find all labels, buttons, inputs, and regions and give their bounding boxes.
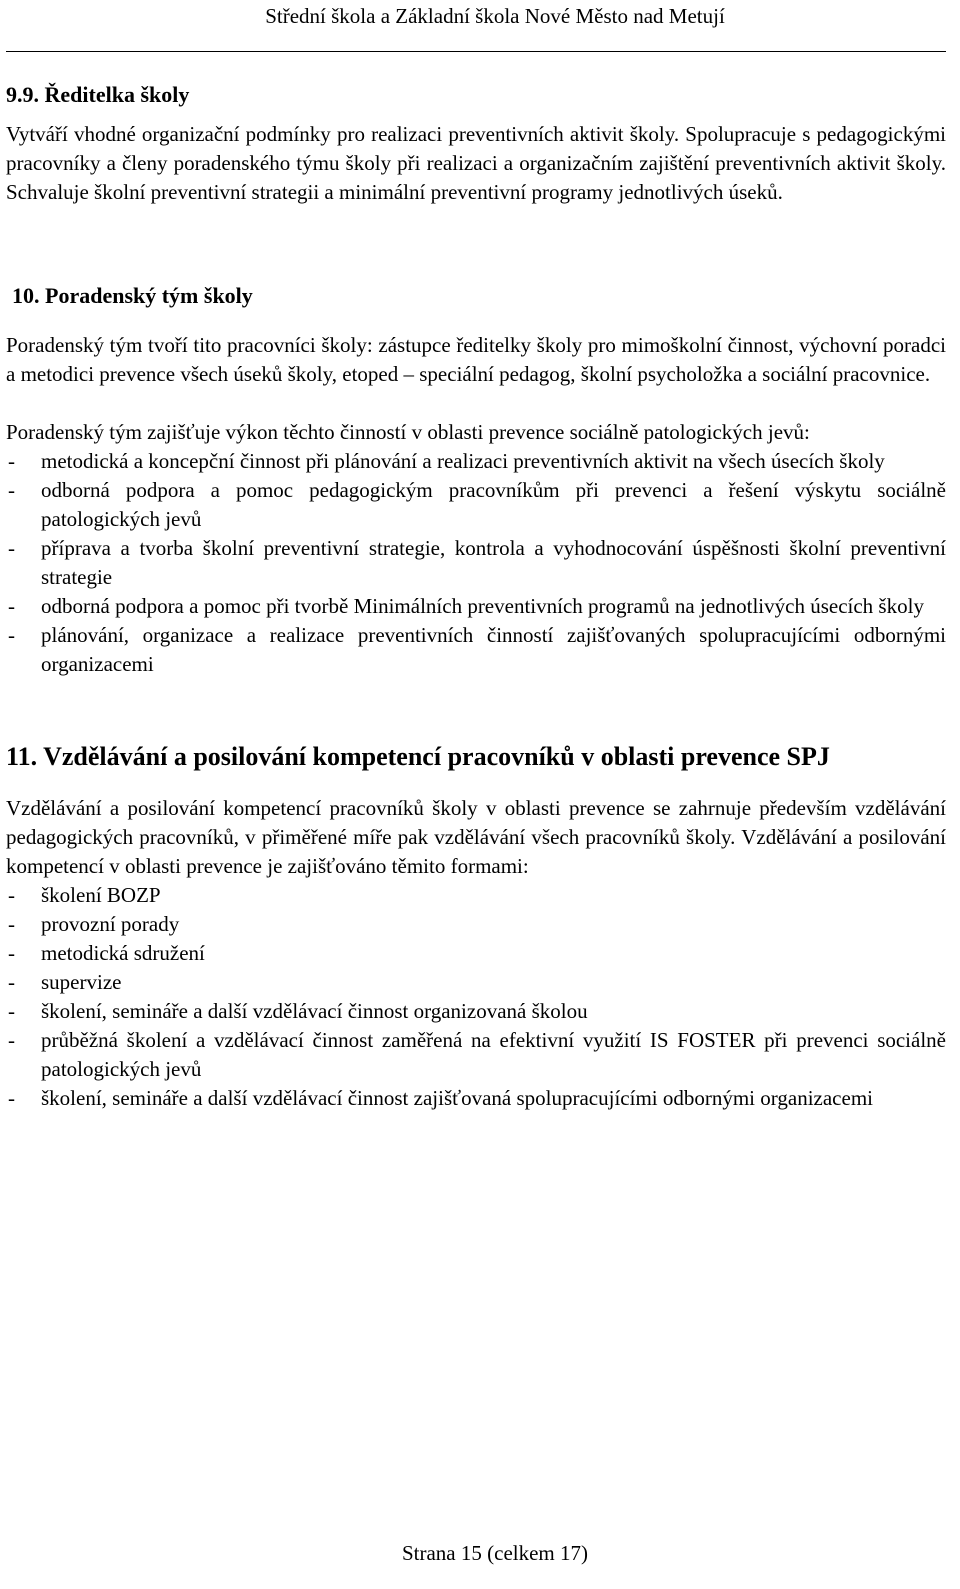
section-heading-9-9: 9.9. Ředitelka školy <box>6 82 190 107</box>
list-item: - metodická sdružení <box>6 939 946 968</box>
list-item: - příprava a tvorba školní preventivní strategie, kontrola a vyhodnocování úspěšnosti školní preventivní strategie <box>6 534 946 592</box>
list-item: - provozní porady <box>6 910 946 939</box>
page-footer: Strana 15 (celkem 17) <box>401 1541 589 1565</box>
list-item: - školení BOZP <box>6 881 946 910</box>
document-body <box>6 82 946 1113</box>
list-item: - plánování, organizace a realizace preventivních činností zajišťovaných spolupracujícími odbornými organizacemi <box>6 621 946 679</box>
section-10-list <box>6 447 946 679</box>
section-10-paragraph-1: Poradenský tým tvoří tito pracovníci školy: zástupce ředitelky školy pro mimoškolní činnost, výchovní poradci a metodici prevence všech úseků školy, etoped – speciální pedagog, školní psycholožka a sociální pracovnice. <box>6 333 946 386</box>
section-11-list <box>6 881 946 1113</box>
section-heading-10: 10. Poradenský tým školy <box>12 283 253 308</box>
list-item: - školení, semináře a další vzdělávací činnost zajišťovaná spolupracujícími odbornými organizacemi <box>6 1084 946 1113</box>
section-10-paragraph-2: Poradenský tým zajišťuje výkon těchto činností v oblasti prevence sociálně patologických jevů: <box>6 420 810 444</box>
section-9-9-paragraph: Vytváří vhodné organizační podmínky pro realizaci preventivních aktivit školy. Spolupracuje s pedagogickými pracovníky a členy poradenského týmu školy při realizaci a organizačním zajištění preventivních aktivit školy. Schvaluje školní preventivní strategii a minimální preventivní programy jednotlivých úseků. <box>6 122 946 204</box>
list-item: - supervize <box>6 968 946 997</box>
list-item: - průběžná školení a vzdělávací činnost zaměřená na efektivní využití IS FOSTER při prevenci sociálně patologických jevů <box>6 1026 946 1084</box>
list-item: - metodická a koncepční činnost při plánování a realizaci preventivních aktivit na všech úsecích školy <box>6 447 946 476</box>
list-item: - odborná podpora a pomoc při tvorbě Minimálních preventivních programů na jednotlivých úsecích školy <box>6 592 946 621</box>
section-heading-11: 11. Vzdělávání a posilování kompetencí pracovníků v oblasti prevence SPJ <box>6 742 830 771</box>
page-header: Střední škola a Základní škola Nové Město nad Metují <box>265 4 725 28</box>
header-divider <box>6 51 946 52</box>
list-item: - odborná podpora a pomoc pedagogickým pracovníkům při prevenci a řešení výskytu sociálně patologických jevů <box>6 476 946 534</box>
section-11-paragraph: Vzdělávání a posilování kompetencí pracovníků školy v oblasti prevence se zahrnuje především vzdělávání pedagogických pracovníků, v přiměřené míře pak vzdělávání všech pracovníků školy. Vzdělávání a posilování kompetencí v oblasti prevence je zajišťováno těmito formami: <box>6 796 946 878</box>
list-item: - školení, semináře a další vzdělávací činnost organizovaná školou <box>6 997 946 1026</box>
